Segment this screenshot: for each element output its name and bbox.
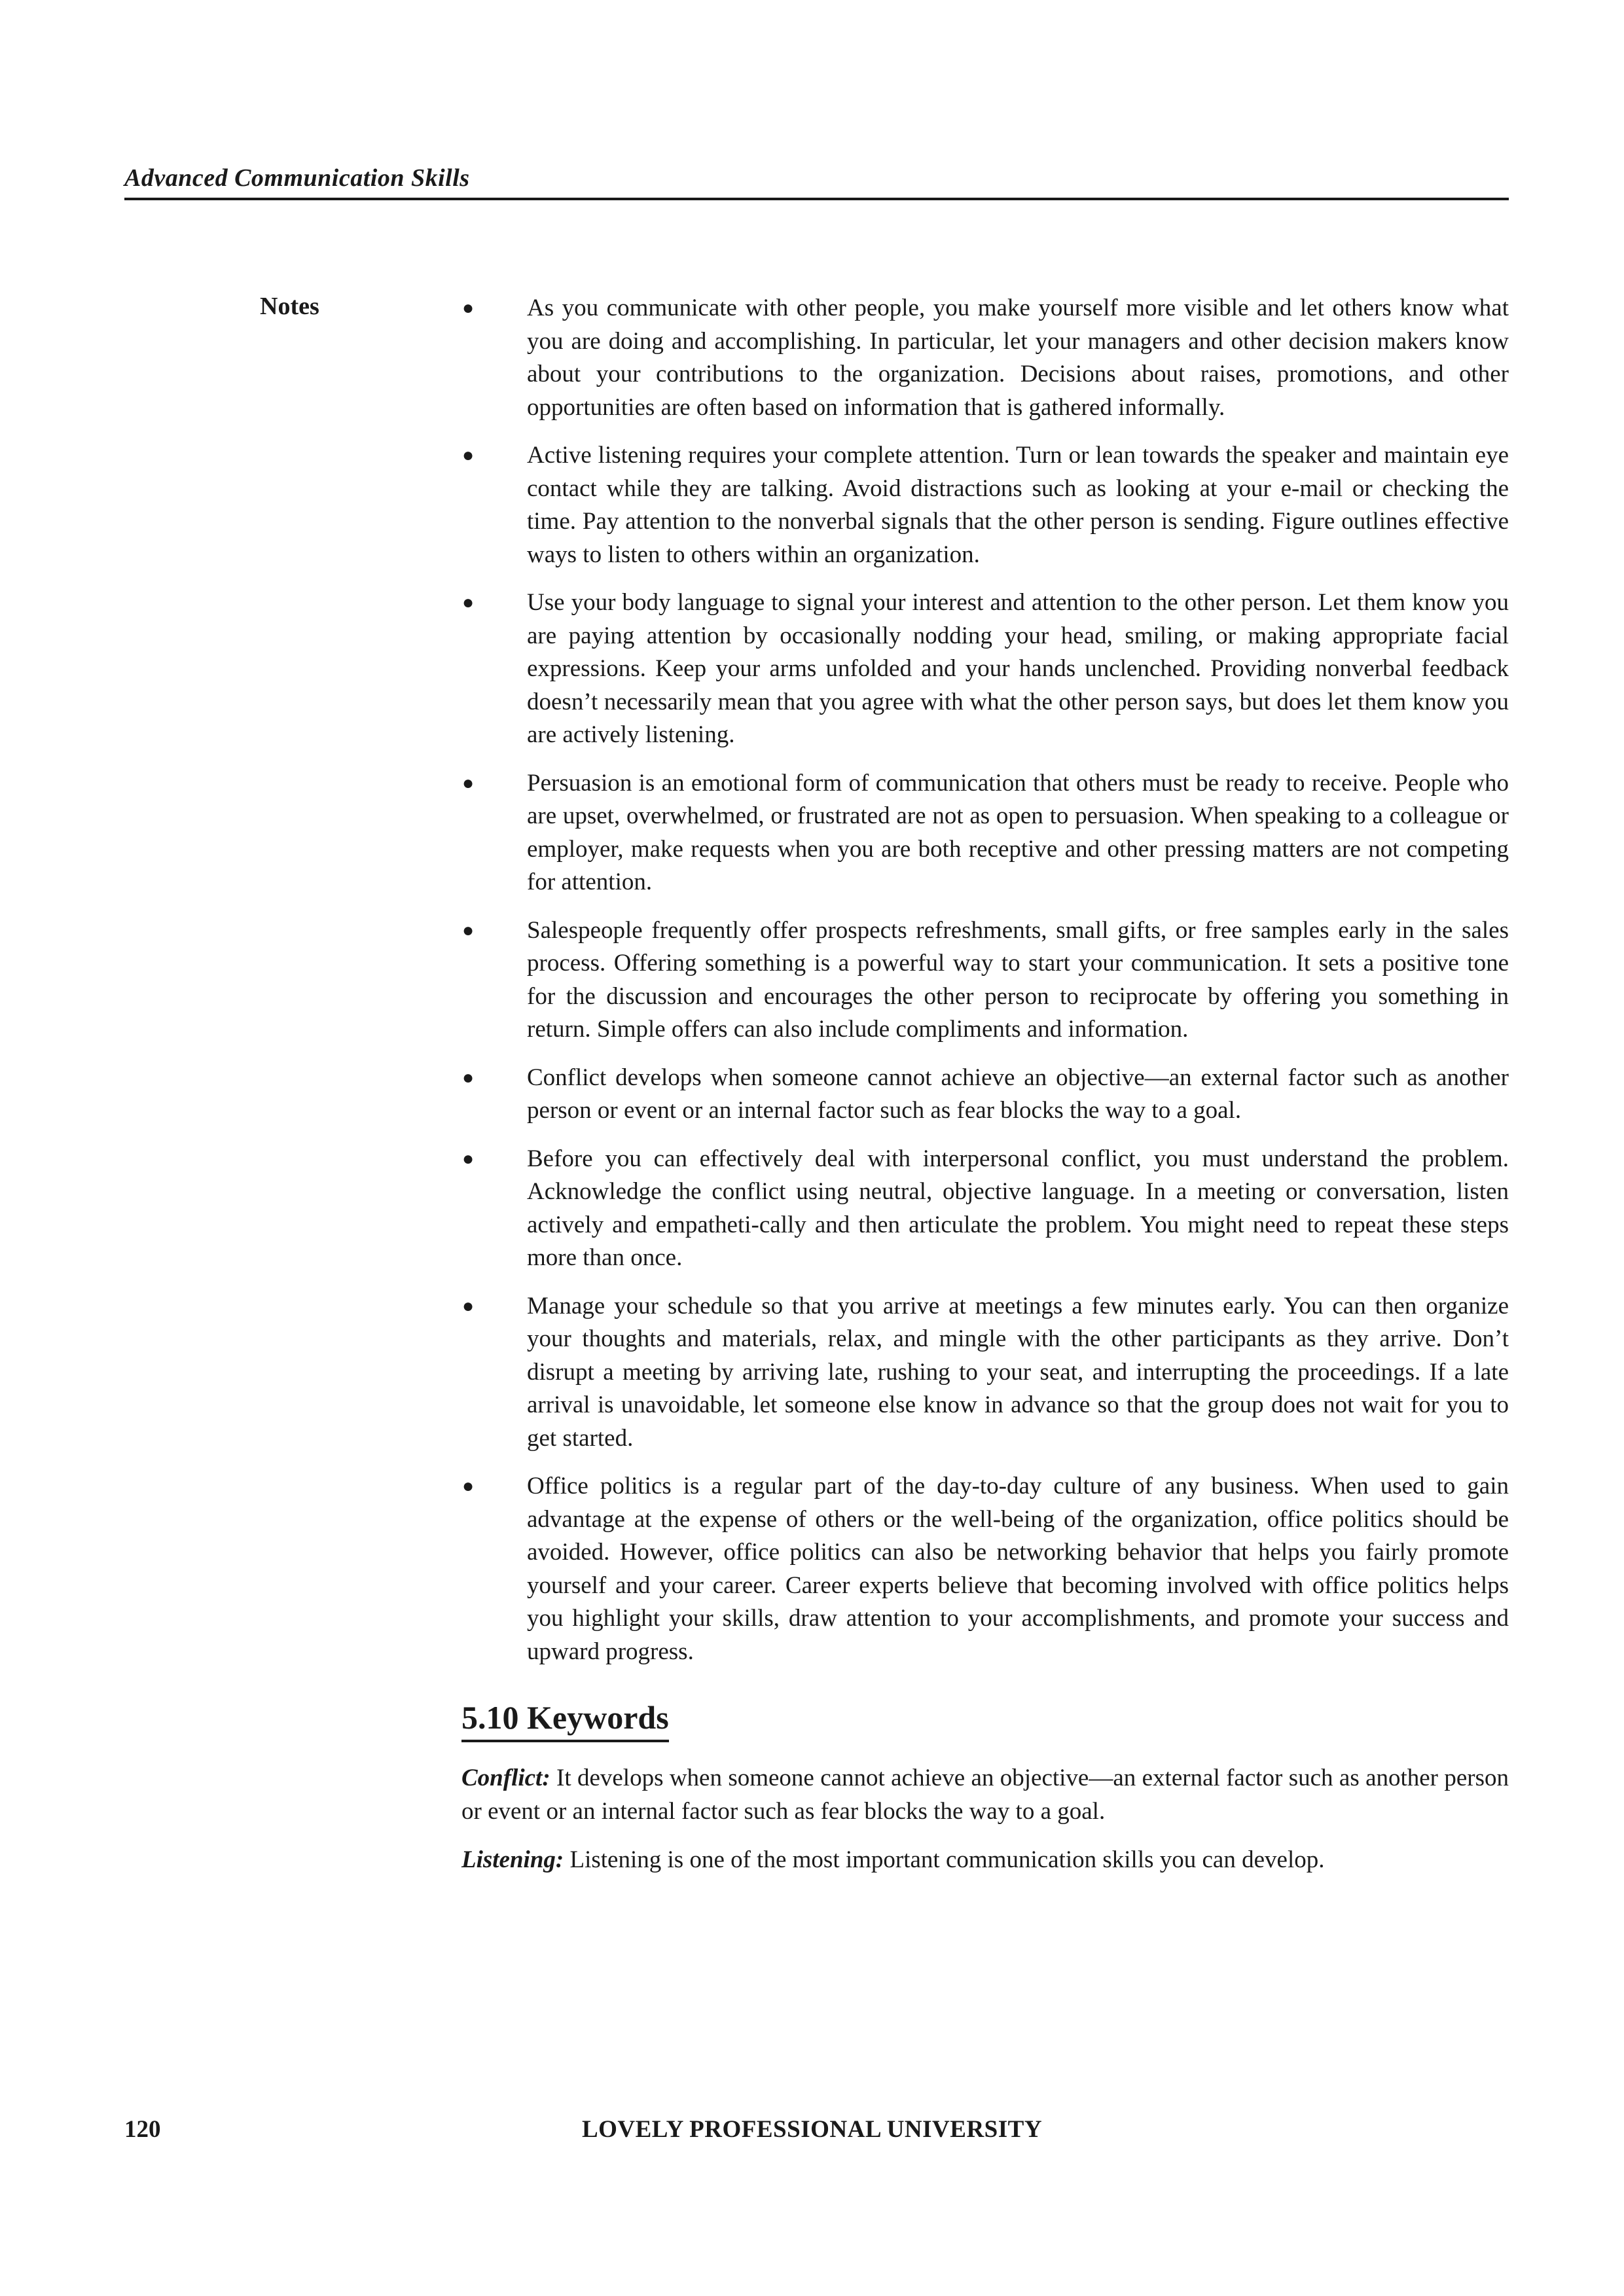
keyword-term: Listening: [461, 1846, 564, 1873]
bullet-list [461, 292, 1509, 1668]
bullet-item [461, 914, 1509, 1047]
bullet-text: Active listening requires your complete attention. Turn or lean towards the speaker and maintain eye contact while they are talking. Avoid distractions such as looking at your e-mail or checking the time. Pay attention to the nonverbal signals that the other person is sending. Figure outlines effective ways to listen to others within an organization. [527, 442, 1509, 568]
bullet-text: Persuasion is an emotional form of communication that others must be ready to receive. People who are upset, overwhelmed, or frustrated are not as open to persuasion. When speaking to a colleague or employer, make requests when you are both receptive and other pressing matters are not competing for attention. [527, 769, 1509, 895]
bullet-icon: ● [462, 297, 475, 319]
bullet-item [461, 439, 1509, 571]
bullet-item [461, 586, 1509, 752]
page-number: 120 [124, 2116, 161, 2143]
bullet-text: Salespeople frequently offer prospects refreshments, small gifts, or free samples early in the sales process. Offering something is a powerful way to start your communication. It sets a positive tone for the discussion and encourages the other person to reciprocate by offering you something in return. Simple offers can also include compliments and information. [527, 916, 1509, 1043]
bullet-item [461, 1290, 1509, 1456]
bullet-icon: ● [462, 1147, 475, 1170]
bullet-item [461, 1062, 1509, 1128]
bullet-text: Office politics is a regular part of the day-to-day culture of any business. When used to gain advantage at the expense of others or the well-being of the organization, office politics should be avoided. However, office politics can also be networking behavior that helps you fairly promote yourself and your career. Career experts believe that becoming involved with office politics helps you highlight your skills, draw attention to your accomplishments, and promote your success and upward progress. [527, 1473, 1509, 1665]
main-content [461, 292, 1509, 1893]
book-title: Advanced Communication Skills [124, 164, 470, 192]
bullet-text: Before you can effectively deal with interpersonal conflict, you must understand the problem. Acknowledge the conflict using neutral, objective language. In a meeting or conversation, listen actively and empatheti-cally and then articulate the problem. You might need to repeat these steps more than once. [527, 1145, 1509, 1271]
keyword-definition: It develops when someone cannot achieve an objective—an external factor such as another person or event or an internal factor such as fear blocks the way to a goal. [461, 1765, 1509, 1825]
bullet-text: Use your body language to signal your interest and attention to the other person. Let them know you are paying attention by occasionally nodding your head, smiling, or making appropriate facial expressions. Keep your arms unfolded and your hands unclenched. Providing nonverbal feedback doesn’t necessarily mean that you agree with what the other person says, but does let them know you are actively listening. [527, 589, 1509, 748]
bullet-icon: ● [462, 444, 475, 466]
notes-margin-label: Notes [260, 293, 319, 320]
bullet-item [461, 767, 1509, 899]
bullet-item [461, 1470, 1509, 1668]
keyword-entry-conflict [461, 1762, 1509, 1828]
running-header [124, 164, 1509, 200]
bullet-text: Manage your schedule so that you arrive at meetings a few minutes early. You can then organize your thoughts and materials, relax, and mingle with the other participants as they arrive. Don’t disrupt a meeting by arriving late, rushing to your seat, and interrupting the proceedings. If a late arrival is unavoidable, let someone else know in advance so that the group does not wait for you to get started. [527, 1292, 1509, 1452]
bullet-text: As you communicate with other people, you make yourself more visible and let others know what you are doing and accomplishing. In particular, let your managers and other decision makers know about your contributions to the organization. Decisions about raises, promotions, and other opportunities are often based on information that is gathered informally. [527, 295, 1509, 421]
keyword-term: Conflict: [461, 1765, 550, 1791]
bullet-icon: ● [462, 1475, 475, 1497]
bullet-icon: ● [462, 1295, 475, 1317]
bullet-item [461, 1143, 1509, 1275]
keyword-definition: Listening is one of the most important communication skills you can develop. [564, 1846, 1325, 1873]
bullet-icon: ● [462, 772, 475, 794]
keyword-entry-listening [461, 1844, 1509, 1877]
bullet-icon: ● [462, 919, 475, 941]
bullet-item [461, 292, 1509, 424]
bullet-icon: ● [462, 592, 475, 613]
bullet-icon: ● [462, 1066, 475, 1088]
bullet-text: Conflict develops when someone cannot achieve an objective—an external factor such as another person or event or an internal factor such as fear blocks the way to a goal. [527, 1064, 1509, 1124]
footer-university: LOVELY PROFESSIONAL UNIVERSITY [581, 2116, 1043, 2143]
section-heading-keywords: 5.10 Keywords [461, 1698, 669, 1742]
